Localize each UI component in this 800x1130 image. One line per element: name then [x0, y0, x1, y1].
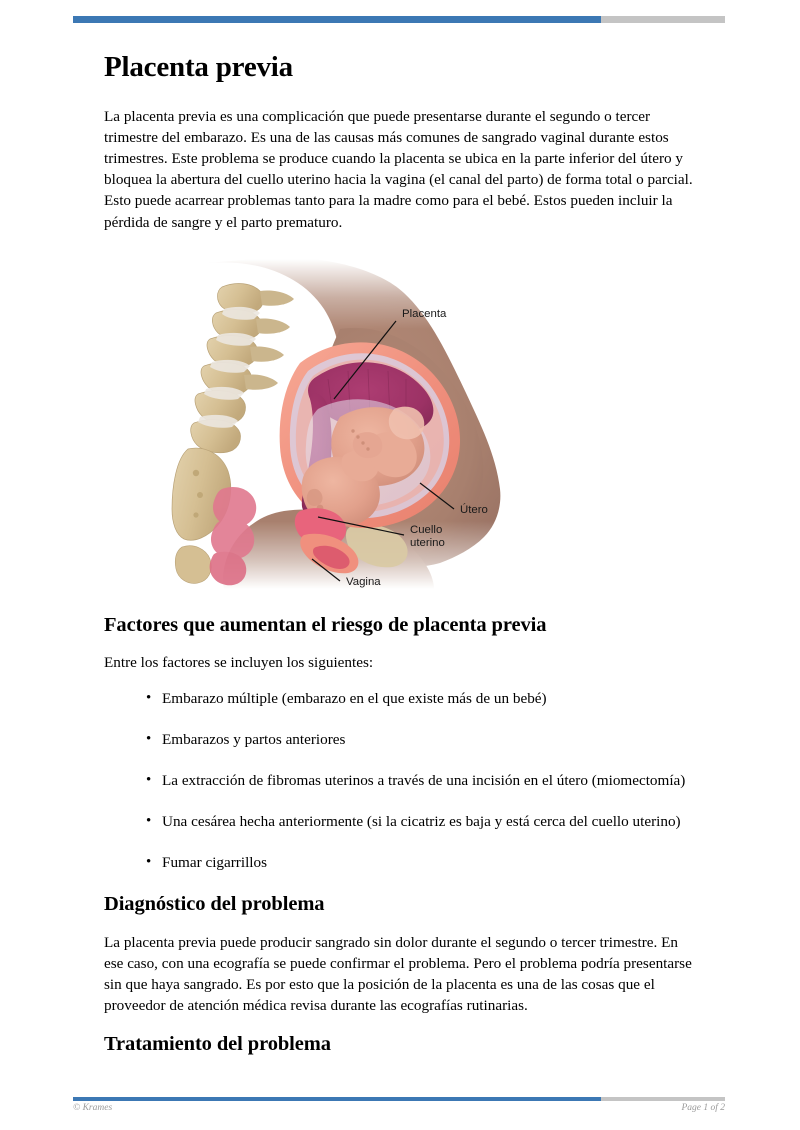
- label-utero: Útero: [460, 503, 488, 516]
- fade-left: [104, 259, 164, 589]
- page-number: Page 1 of 2: [681, 1103, 725, 1113]
- copyright-text: © Krames: [73, 1103, 113, 1113]
- header-rule: [73, 16, 725, 23]
- list-item: • Embarazo múltiple (embarazo en el que existe más de un bebé): [146, 689, 700, 710]
- list-item: • La extracción de fibromas uterinos a través de una incisión en el útero (miomectomía): [146, 771, 700, 792]
- page-title: Placenta previa: [104, 51, 293, 83]
- document-content: [104, 52, 700, 1072]
- label-vagina: Vagina: [346, 575, 381, 588]
- list-item: • Embarazos y partos anteriores: [146, 730, 700, 751]
- label-placenta: Placenta: [402, 307, 447, 320]
- footer-rule: [73, 1097, 725, 1101]
- label-cuello-uterino-line1: Cuello: [410, 523, 443, 536]
- list-item: • Fumar cigarrillos: [146, 853, 700, 874]
- page-footer: [73, 1103, 725, 1113]
- treatment-section-heading: Tratamiento del problema: [104, 1033, 331, 1056]
- footer-rule-blue-segment: [73, 1097, 601, 1101]
- header-rule-blue-segment: [73, 16, 601, 23]
- anatomy-illustration: [104, 259, 700, 589]
- footer-rule-gray-segment: [601, 1097, 725, 1101]
- anatomy-svg: [104, 259, 700, 589]
- intro-paragraph: La placenta previa es una complicación que puede presentarse durante el segundo o tercer trimestre del embarazo. Es una de las causas más comunes de sangrado vaginal durante estos trimestres. Este problema se produce cuando la placenta se ubica en la parte inferior del útero y bloquea la abertura del cuello uterino hacia la vagina (el canal del parto) de forma total o parcial. Esto puede acarrear problemas tanto para la madre como para el bebé. Estos pueden incluir la pérdida de sangre y el parto prematuro.: [104, 107, 693, 231]
- risk-section-heading: Factores que aumentan el riesgo de placenta previa: [104, 613, 547, 636]
- diagnosis-section-heading: Diagnóstico del problema: [104, 893, 325, 916]
- header-rule-gray-segment: [601, 16, 725, 23]
- label-cuello-uterino-line2: uterino: [410, 536, 445, 549]
- risk-section-lead: Entre los factores se incluyen los siguientes:: [104, 654, 374, 672]
- list-item: • Una cesárea hecha anteriormente (si la cicatriz es baja y está cerca del cuello uterino): [146, 812, 700, 833]
- risk-factors-list: [104, 689, 700, 874]
- diagnosis-section-body: La placenta previa puede producir sangrado sin dolor durante el segundo o tercer trimestre. En ese caso, con una ecografía se puede confirmar el problema. Pero el problema podría presentarse sin que haya sangrado. Es por esto que la posición de la placenta es una de las cosas que el proveedor de atención médica revisa durante las ecografías rutinarias.: [104, 933, 692, 1015]
